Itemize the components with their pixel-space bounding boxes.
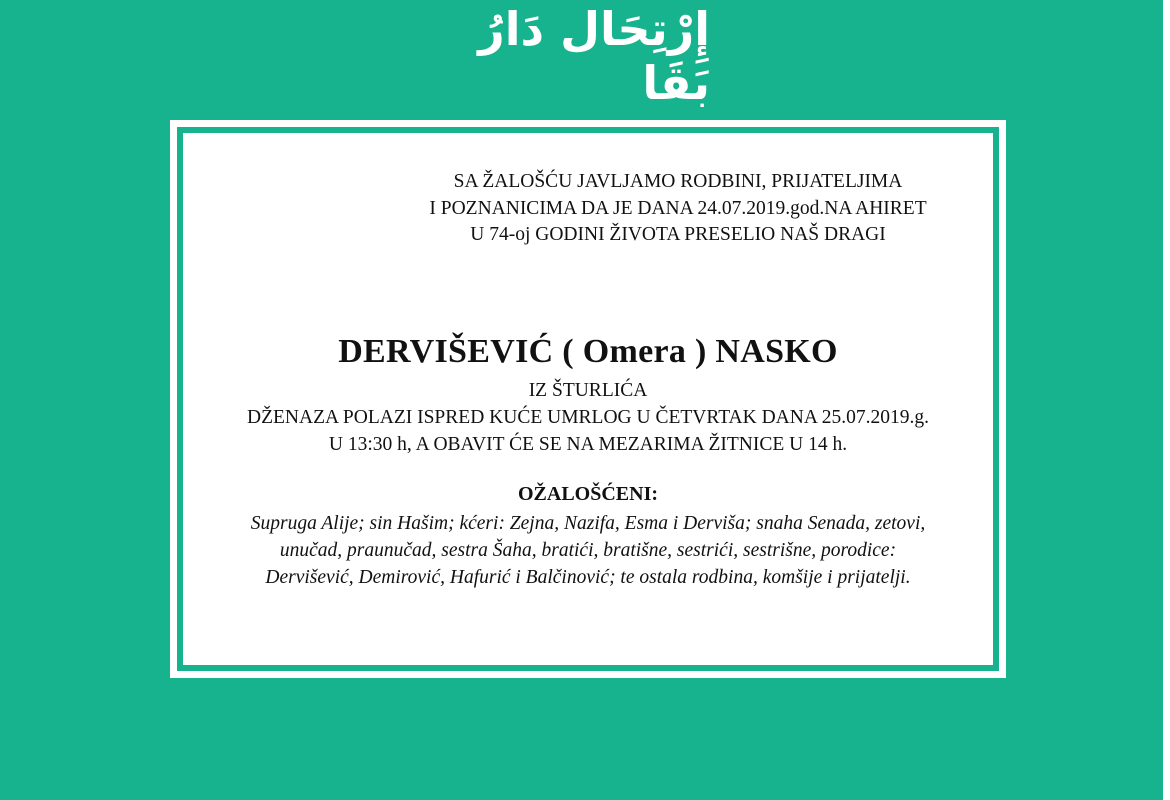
announcement-panel	[183, 133, 993, 665]
mourners-heading: OŽALOŠĆENI:	[517, 483, 659, 505]
outer-white-frame	[170, 120, 1006, 678]
details-line: U 13:30 h, A OBAVIT ĆE SE NA MEZARIMA ŽITNICE U 14 h.	[328, 434, 848, 455]
intro-line: SA ŽALOŠĆU JAVLJAMO RODBINI, PRIJATELJIMA	[453, 171, 903, 192]
details-line: IZ ŠTURLIĆA	[528, 380, 648, 401]
intro-text	[363, 169, 993, 249]
arabic-calligraphy-heading: إِرْتِحَال دَارُ بَقَا	[478, 2, 710, 110]
mourners-line: Supruga Alije; sin Hašim; kćeri: Zejna, Nazifa, Esma i Derviša; snaha Senada, zetovi,	[250, 513, 926, 534]
mourners-list	[183, 510, 993, 591]
mourners-line: unučad, praunučad, sestra Šaha, bratići, bratišne, sestrići, sestrišne, porodice:	[279, 540, 897, 561]
details-line: DŽENAZA POLAZI ISPRED KUĆE UMRLOG U ČETVRTAK DANA 25.07.2019.g.	[247, 407, 929, 428]
scan-edge	[1163, 0, 1170, 800]
inner-green-border	[177, 127, 999, 671]
mourners-line: Dervišević, Demirović, Hafurić i Balčinović; te ostala rodbina, komšije i prijatelji.	[265, 567, 911, 588]
intro-line: U 74-oj GODINI ŽIVOTA PRESELIO NAŠ DRAGI	[470, 224, 886, 245]
funeral-details	[183, 377, 993, 458]
deceased-name: DERVIŠEVIĆ ( Omera ) NASKO	[338, 333, 838, 370]
intro-line: I POZNANICIMA DA JE DANA 24.07.2019.god.NA AHIRET	[429, 197, 927, 219]
